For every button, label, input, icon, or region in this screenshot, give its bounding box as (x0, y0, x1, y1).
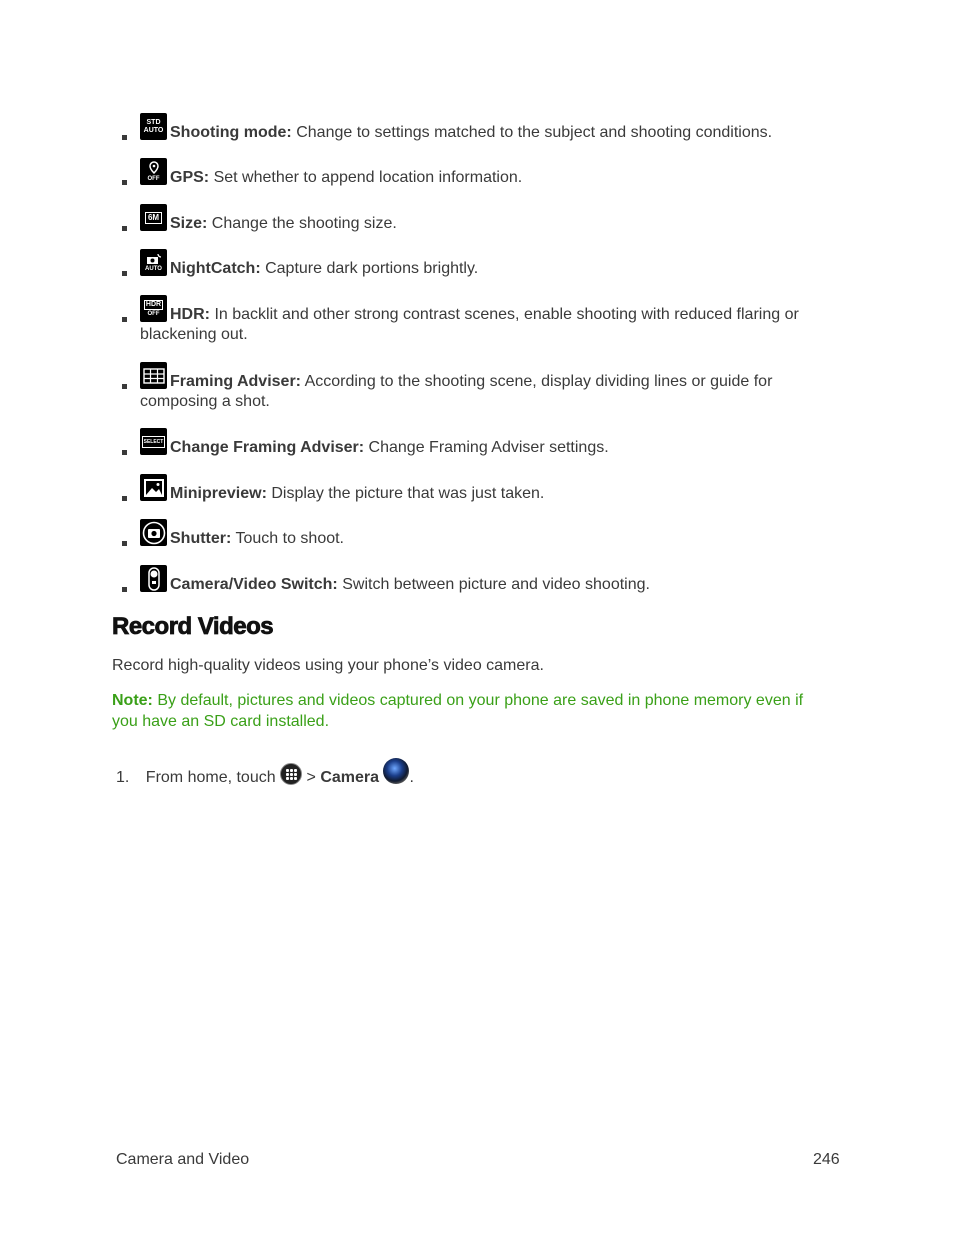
nightcatch-icon: AUTO (140, 249, 167, 276)
size-icon: 6M (140, 204, 167, 231)
framing-adviser-icon (140, 362, 167, 389)
item-description: Set whether to append location information. (209, 169, 523, 186)
step-separator: > (302, 769, 321, 786)
item-continuation: composing a shot. (140, 393, 270, 410)
list-item-text (170, 372, 830, 392)
camera-video-switch-icon (140, 565, 167, 592)
section-intro: Record high-quality videos using your phone’s video camera. (112, 657, 544, 674)
bullet (122, 226, 127, 231)
bullet (122, 317, 127, 322)
minipreview-icon (140, 474, 167, 501)
bullet (122, 271, 127, 276)
shutter-icon (140, 519, 167, 546)
list-item-text (170, 123, 830, 143)
item-description: Touch to shoot. (231, 530, 344, 547)
gps-icon: OFF (140, 158, 167, 185)
item-label: HDR: (170, 306, 210, 323)
list-item-text (170, 484, 830, 504)
bullet (122, 384, 127, 389)
item-continuation: blackening out. (140, 326, 248, 343)
list-item-text (170, 168, 830, 188)
step-end: . (409, 769, 414, 786)
section-heading: Record Videos (112, 613, 274, 640)
item-label: GPS: (170, 169, 210, 186)
item-label: Minipreview: (170, 485, 267, 502)
note-paragraph (112, 690, 832, 732)
step-text: From home, touch (145, 769, 276, 786)
shooting-mode-icon: STD AUTO (140, 113, 167, 140)
note-text-continued: you have an SD card installed. (112, 713, 330, 730)
list-item-text (170, 438, 830, 458)
item-label: Camera/Video Switch: (170, 576, 338, 593)
list-item-text (170, 529, 830, 549)
apps-icon (280, 763, 302, 785)
item-label: NightCatch: (170, 260, 261, 277)
footer-chapter: Camera and Video (116, 1151, 250, 1168)
note-label: Note: (112, 692, 153, 709)
item-description: Change the shooting size. (207, 215, 397, 232)
item-description: Capture dark portions brightly. (260, 260, 479, 277)
item-label: Shooting mode: (170, 124, 292, 141)
item-label: Shutter: (170, 530, 232, 547)
item-description: Display the picture that was just taken. (266, 485, 545, 502)
bullet (122, 587, 127, 592)
item-description: Change Framing Adviser settings. (364, 439, 609, 456)
item-label: Change Framing Adviser: (170, 439, 365, 456)
bullet (122, 496, 127, 501)
item-label: Size: (170, 215, 208, 232)
footer-page-number: 246 (813, 1151, 840, 1168)
item-description: In backlit and other strong contrast scenes, enable shooting with reduced flaring or (210, 306, 799, 323)
list-item-text (170, 214, 830, 234)
note-text: By default, pictures and videos captured on your phone are saved in phone memory even if (152, 692, 804, 709)
bullet (122, 450, 127, 455)
hdr-icon: HDR OFF (140, 295, 167, 322)
item-description: Change to settings matched to the subject and shooting conditions. (291, 124, 773, 141)
bullet (122, 541, 127, 546)
step-item (116, 758, 414, 788)
item-description: According to the shooting scene, display dividing lines or guide for (301, 373, 773, 390)
list-item-text (170, 259, 830, 279)
item-description: Switch between picture and video shooting. (337, 576, 650, 593)
step-number: 1. (116, 769, 130, 786)
bullet (122, 180, 127, 185)
step-target: Camera (320, 769, 380, 786)
change-framing-adviser-icon: SELECT (140, 428, 167, 455)
camera-app-icon (383, 758, 409, 784)
item-label: Framing Adviser: (170, 373, 301, 390)
list-item-text (170, 575, 830, 595)
list-item-text (170, 305, 830, 325)
bullet (122, 135, 127, 140)
